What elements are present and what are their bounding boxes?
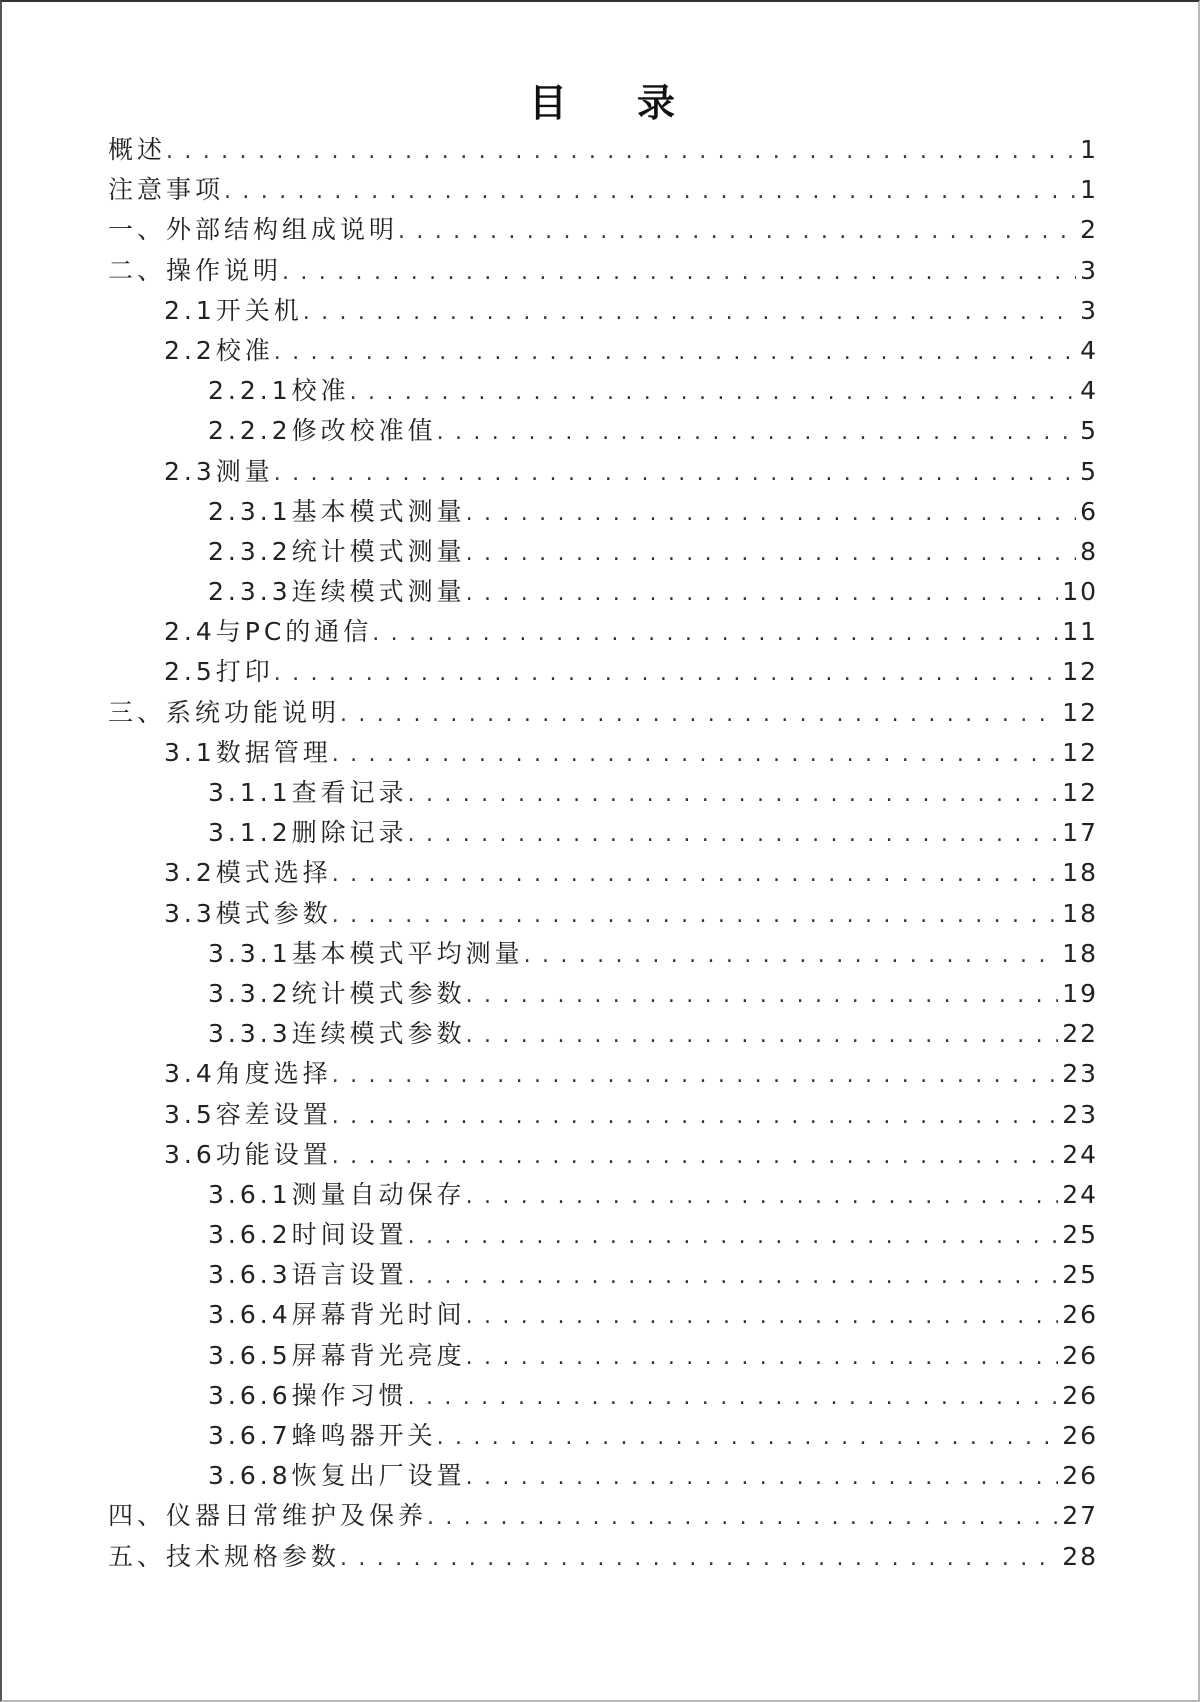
toc-page-number: 27: [1062, 1501, 1098, 1531]
toc-entry-label: 二、操作说明: [108, 255, 283, 285]
toc-entry-label: 2.4与PC的通信: [164, 617, 373, 647]
toc-entry-2[interactable]: [108, 170, 1098, 210]
toc-page-number: 18: [1062, 938, 1098, 968]
toc-entry-label: 3.6.4屏幕背光时间: [208, 1300, 466, 1330]
toc-dot-leader: [274, 654, 1058, 694]
toc-page-number: 8: [1080, 536, 1098, 566]
toc-page-number: 4: [1080, 376, 1098, 406]
toc-entry-36[interactable]: [108, 1537, 1098, 1577]
toc-entry-12[interactable]: [108, 572, 1098, 612]
toc-entry-label: 3.3.3连续模式参数: [208, 1019, 466, 1049]
toc-page-number: 12: [1062, 657, 1098, 687]
toc-entry-16[interactable]: [108, 733, 1098, 773]
toc-entry-label: 2.5打印: [164, 657, 274, 687]
toc-page-number: 12: [1062, 697, 1098, 727]
toc-entry-label: 2.2.2修改校准值: [208, 416, 437, 446]
toc-page-number: 28: [1062, 1541, 1098, 1571]
toc-entry-label: 2.2校准: [164, 335, 274, 365]
toc-page-number: 12: [1062, 737, 1098, 767]
toc-dot-leader: [466, 1297, 1059, 1337]
toc-dot-leader: [437, 1418, 1059, 1458]
toc-entry-label: 3.6功能设置: [164, 1139, 332, 1169]
toc-page-number: 23: [1062, 1059, 1098, 1089]
toc-entry-34[interactable]: [108, 1456, 1098, 1496]
toc-page-number: 26: [1062, 1300, 1098, 1330]
toc-entry-11[interactable]: [108, 532, 1098, 572]
page-title: [2, 72, 1200, 127]
toc-page-number: 18: [1062, 858, 1098, 888]
toc-entry-1[interactable]: [108, 130, 1098, 170]
toc-page-number: 25: [1062, 1260, 1098, 1290]
toc-page-number: 1: [1080, 175, 1098, 205]
toc-entry-label: 3.6.8恢复出厂设置: [208, 1461, 466, 1491]
toc-entry-label: 2.3.1基本模式测量: [208, 496, 466, 526]
toc-page-number: 2: [1080, 215, 1098, 245]
title-char-2: 录: [637, 81, 676, 125]
toc-dot-leader: [466, 494, 1076, 534]
toc-page-number: 23: [1062, 1099, 1098, 1129]
toc-dot-leader: [372, 614, 1058, 654]
toc-entry-32[interactable]: [108, 1376, 1098, 1416]
toc-page-number: 11: [1062, 617, 1098, 647]
toc-entry-5[interactable]: [108, 291, 1098, 331]
toc-entry-35[interactable]: [108, 1496, 1098, 1536]
toc-entry-label: 四、仪器日常维护及保养: [108, 1501, 428, 1531]
toc-dot-leader: [466, 534, 1076, 574]
toc-entry-33[interactable]: [108, 1416, 1098, 1456]
toc-page-number: 3: [1080, 255, 1098, 285]
toc-entry-label: 2.3测量: [164, 456, 274, 486]
toc-entry-label: 3.1.2删除记录: [208, 818, 408, 848]
table-of-contents: [108, 130, 1098, 1577]
toc-entry-21[interactable]: [108, 934, 1098, 974]
toc-entry-9[interactable]: [108, 452, 1098, 492]
toc-entry-6[interactable]: [108, 331, 1098, 371]
toc-page-number: 4: [1080, 335, 1098, 365]
title-char-1: 目: [528, 81, 567, 125]
toc-entry-8[interactable]: [108, 411, 1098, 451]
toc-page-number: 25: [1062, 1220, 1098, 1250]
toc-entry-label: 五、技术规格参数: [108, 1541, 341, 1571]
toc-page-number: 26: [1062, 1421, 1098, 1450]
toc-page-number: 5: [1080, 456, 1098, 486]
toc-page-number: 1: [1080, 135, 1098, 164]
toc-dot-leader: [398, 212, 1076, 252]
toc-entry-label: 三、系统功能说明: [108, 697, 341, 727]
toc-page-number: 3: [1080, 295, 1098, 325]
toc-entry-label: 3.6.2时间设置: [208, 1220, 408, 1250]
toc-entry-14[interactable]: [108, 652, 1098, 692]
toc-entry-22[interactable]: [108, 974, 1098, 1014]
toc-page-number: 24: [1062, 1139, 1098, 1169]
toc-entry-23[interactable]: [108, 1014, 1098, 1054]
toc-dot-leader: [524, 936, 1059, 976]
toc-dot-leader: [466, 976, 1059, 1016]
toc-dot-leader: [427, 1498, 1058, 1538]
toc-dot-leader: [350, 373, 1076, 413]
toc-page-number: 5: [1080, 416, 1098, 446]
toc-entry-label: 3.5容差设置: [164, 1099, 332, 1129]
toc-dot-leader: [408, 815, 1059, 855]
toc-entry-label: 3.6.3语言设置: [208, 1260, 408, 1290]
toc-dot-leader: [332, 1056, 1058, 1096]
toc-dot-leader: [466, 1016, 1059, 1056]
toc-entry-19[interactable]: [108, 853, 1098, 893]
toc-entry-15[interactable]: [108, 693, 1098, 733]
toc-entry-label: 3.3模式参数: [164, 898, 332, 928]
toc-entry-label: 2.2.1校准: [208, 376, 350, 406]
toc-entry-label: 3.1数据管理: [164, 737, 332, 767]
toc-entry-label: 3.2模式选择: [164, 858, 332, 888]
toc-dot-leader: [437, 413, 1076, 453]
toc-entry-label: 3.6.5屏幕背光亮度: [208, 1340, 466, 1370]
toc-entry-label: 3.6.6操作习惯: [208, 1380, 408, 1410]
toc-entry-label: 3.4角度选择: [164, 1059, 332, 1089]
toc-dot-leader: [408, 1378, 1059, 1418]
toc-dot-leader: [332, 1097, 1058, 1137]
toc-page-number: 10: [1062, 577, 1098, 607]
toc-page-number: 19: [1062, 978, 1098, 1008]
toc-entry-30[interactable]: [108, 1295, 1098, 1335]
toc-dot-leader: [224, 172, 1076, 212]
toc-entry-label: 2.1开关机: [164, 295, 303, 325]
toc-entry-label: 注意事项: [108, 175, 225, 205]
toc-page-number: 26: [1062, 1340, 1098, 1370]
toc-page-number: 24: [1062, 1179, 1098, 1209]
toc-dot-leader: [282, 253, 1076, 293]
toc-entry-18[interactable]: [108, 813, 1098, 853]
toc-dot-leader: [466, 1177, 1059, 1217]
toc-entry-7[interactable]: [108, 371, 1098, 411]
toc-dot-leader: [274, 333, 1076, 373]
toc-entry-31[interactable]: [108, 1336, 1098, 1376]
toc-page-number: 17: [1062, 818, 1098, 848]
toc-dot-leader: [274, 454, 1076, 494]
toc-entry-label: 一、外部结构组成说明: [108, 215, 399, 245]
toc-page-number: 22: [1062, 1019, 1098, 1049]
toc-entry-label: 3.1.1查看记录: [208, 778, 408, 807]
toc-dot-leader: [408, 1257, 1059, 1297]
toc-entry-label: 2.3.3连续模式测量: [208, 577, 466, 607]
toc-entry-10[interactable]: [108, 492, 1098, 532]
toc-dot-leader: [332, 735, 1058, 775]
toc-entry-label: 3.6.7蜂鸣器开关: [208, 1421, 437, 1450]
toc-dot-leader: [332, 896, 1058, 936]
toc-dot-leader: [408, 1217, 1059, 1257]
toc-entry-26[interactable]: [108, 1135, 1098, 1175]
toc-dot-leader: [466, 1458, 1059, 1498]
toc-entry-13[interactable]: [108, 612, 1098, 652]
toc-dot-leader: [303, 293, 1076, 333]
toc-entry-20[interactable]: [108, 894, 1098, 934]
toc-dot-leader: [466, 1338, 1059, 1378]
toc-dot-leader: [166, 132, 1076, 172]
toc-entry-29[interactable]: [108, 1255, 1098, 1295]
toc-dot-leader: [408, 775, 1059, 815]
toc-dot-leader: [340, 1539, 1058, 1579]
toc-page-number: 12: [1062, 778, 1098, 807]
toc-dot-leader: [340, 695, 1058, 735]
toc-entry-24[interactable]: [108, 1054, 1098, 1094]
toc-entry-17[interactable]: [108, 773, 1098, 813]
toc-entry-25[interactable]: [108, 1095, 1098, 1135]
toc-entry-28[interactable]: [108, 1215, 1098, 1255]
toc-entry-label: 3.3.1基本模式平均测量: [208, 938, 524, 968]
toc-page-number: 26: [1062, 1461, 1098, 1491]
toc-page-number: 6: [1080, 496, 1098, 526]
toc-page-number: 18: [1062, 898, 1098, 928]
toc-entry-27[interactable]: [108, 1175, 1098, 1215]
toc-entry-4[interactable]: [108, 251, 1098, 291]
toc-dot-leader: [332, 1137, 1058, 1177]
toc-entry-3[interactable]: [108, 210, 1098, 250]
toc-entry-label: 3.6.1测量自动保存: [208, 1179, 466, 1209]
toc-entry-label: 概述: [108, 135, 167, 164]
toc-page-number: 26: [1062, 1380, 1098, 1410]
toc-dot-leader: [466, 574, 1059, 614]
toc-entry-label: 3.3.2统计模式参数: [208, 978, 466, 1008]
toc-dot-leader: [332, 855, 1058, 895]
toc-entry-label: 2.3.2统计模式测量: [208, 536, 466, 566]
